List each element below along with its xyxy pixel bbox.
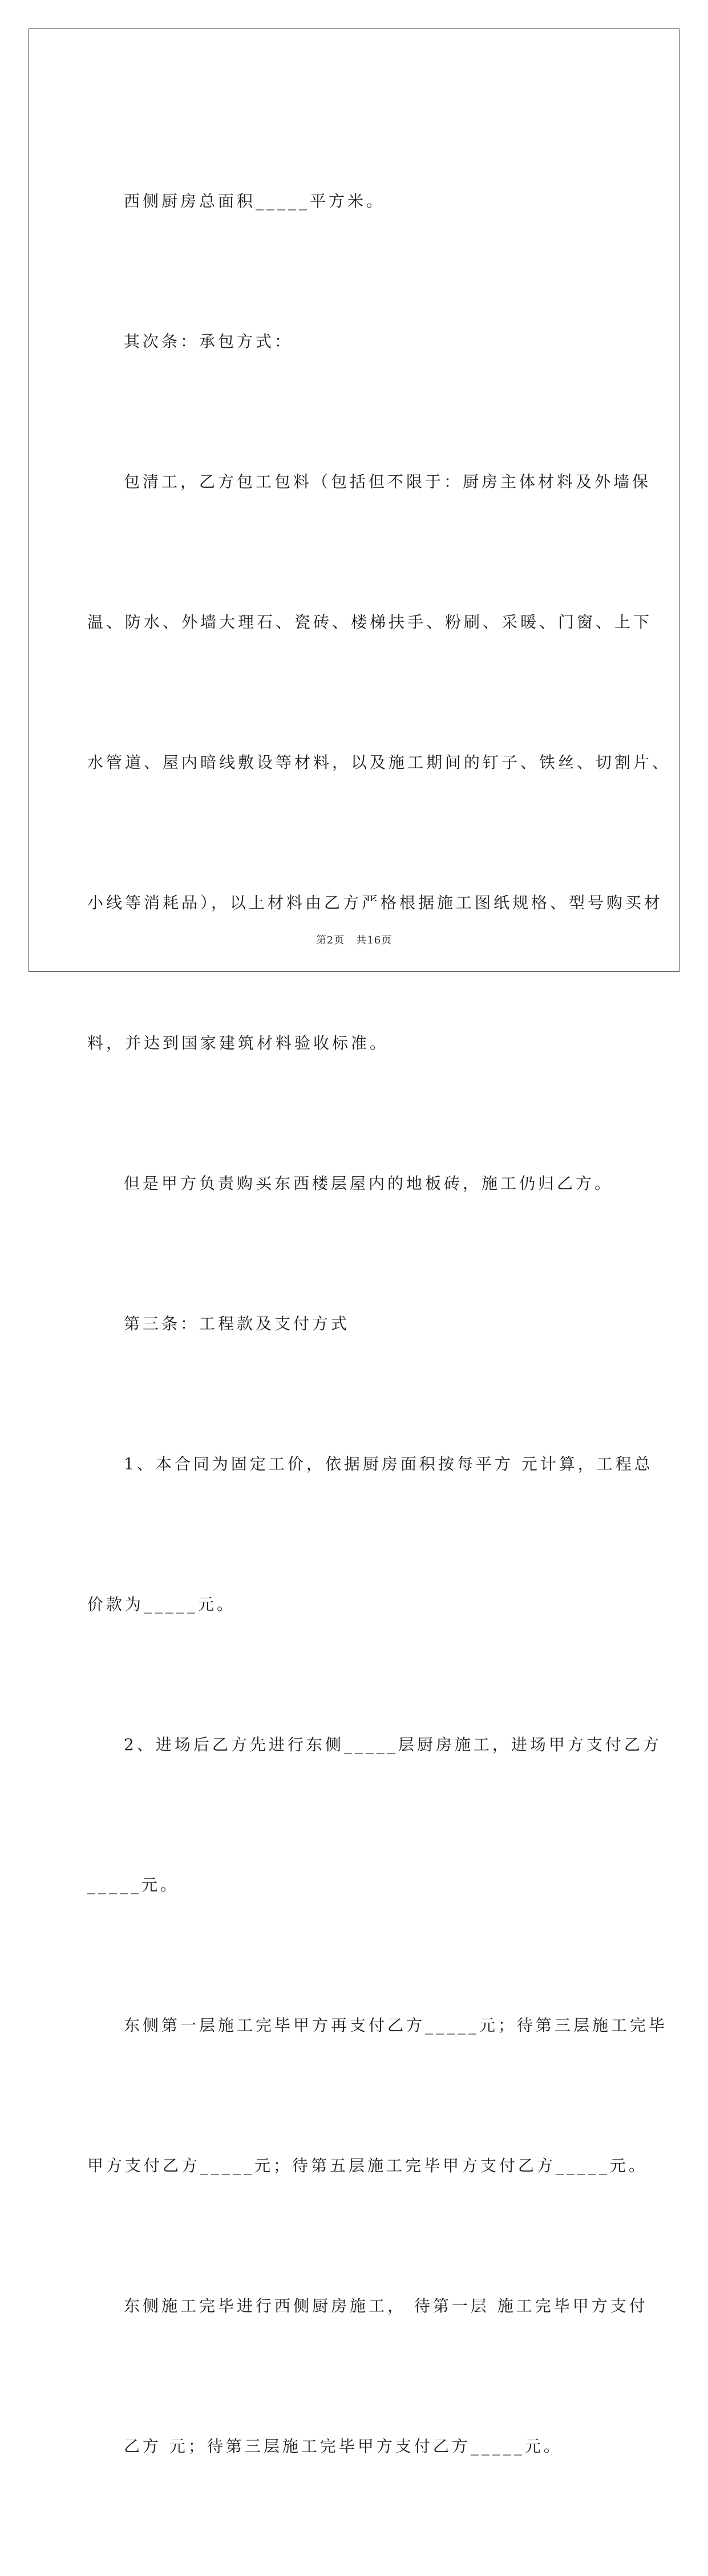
text-line: 乙方 元；待第三层施工完毕甲方支付乙方_____元。: [124, 2437, 563, 2456]
text-line: 料，并达到国家建筑材料验收标准。: [87, 1034, 389, 1052]
page-number: 第2页: [315, 934, 345, 946]
text-line: _____元。: [87, 1876, 180, 1894]
page-total: 共16页: [356, 934, 393, 946]
text-line: 2、进场后乙方先进行东侧_____层厨房施工，进场甲方支付乙方: [124, 1735, 662, 1754]
text-line: 水管道、屋内暗线敷设等材料，以及施工期间的钉子、铁丝、切割片、: [87, 753, 671, 772]
text-line: 包清工，乙方包工包料（包括但不限于：厨房主体材料及外墙保: [124, 472, 652, 491]
text-line: 1、本合同为固定工价，依据厨房面积按每平方 元计算，工程总: [124, 1455, 653, 1473]
text-line: 东侧施工完毕进行西侧厨房施工， 待第一层 施工完毕甲方支付: [124, 2296, 648, 2315]
document-body: [87, 97, 671, 2576]
text-line: 温、防水、外墙大理石、瓷砖、楼梯扶手、粉刷、采暖、门窗、上下: [87, 613, 653, 631]
page-footer: [0, 932, 708, 947]
text-line: 价款为_____元。: [87, 1595, 236, 1614]
text-line: 但是甲方负责购买东西楼层屋内的地板砖，施工仍归乙方。: [124, 1174, 614, 1193]
text-line: 甲方支付乙方_____元；待第五层施工完毕甲方支付乙方_____元。: [87, 2156, 648, 2175]
section-heading: 其次条：承包方式：: [124, 332, 294, 351]
text-line: 小线等消耗品），以上材料由乙方严格根据施工图纸规格、型号购买材: [87, 893, 664, 912]
section-heading: 第三条：工程款及支付方式: [124, 1314, 350, 1333]
text-line: 东侧第一层施工完毕甲方再支付乙方_____元；待第三层施工完毕: [124, 2016, 668, 2035]
text-line: 西侧厨房总面积_____平方米。: [124, 192, 386, 210]
